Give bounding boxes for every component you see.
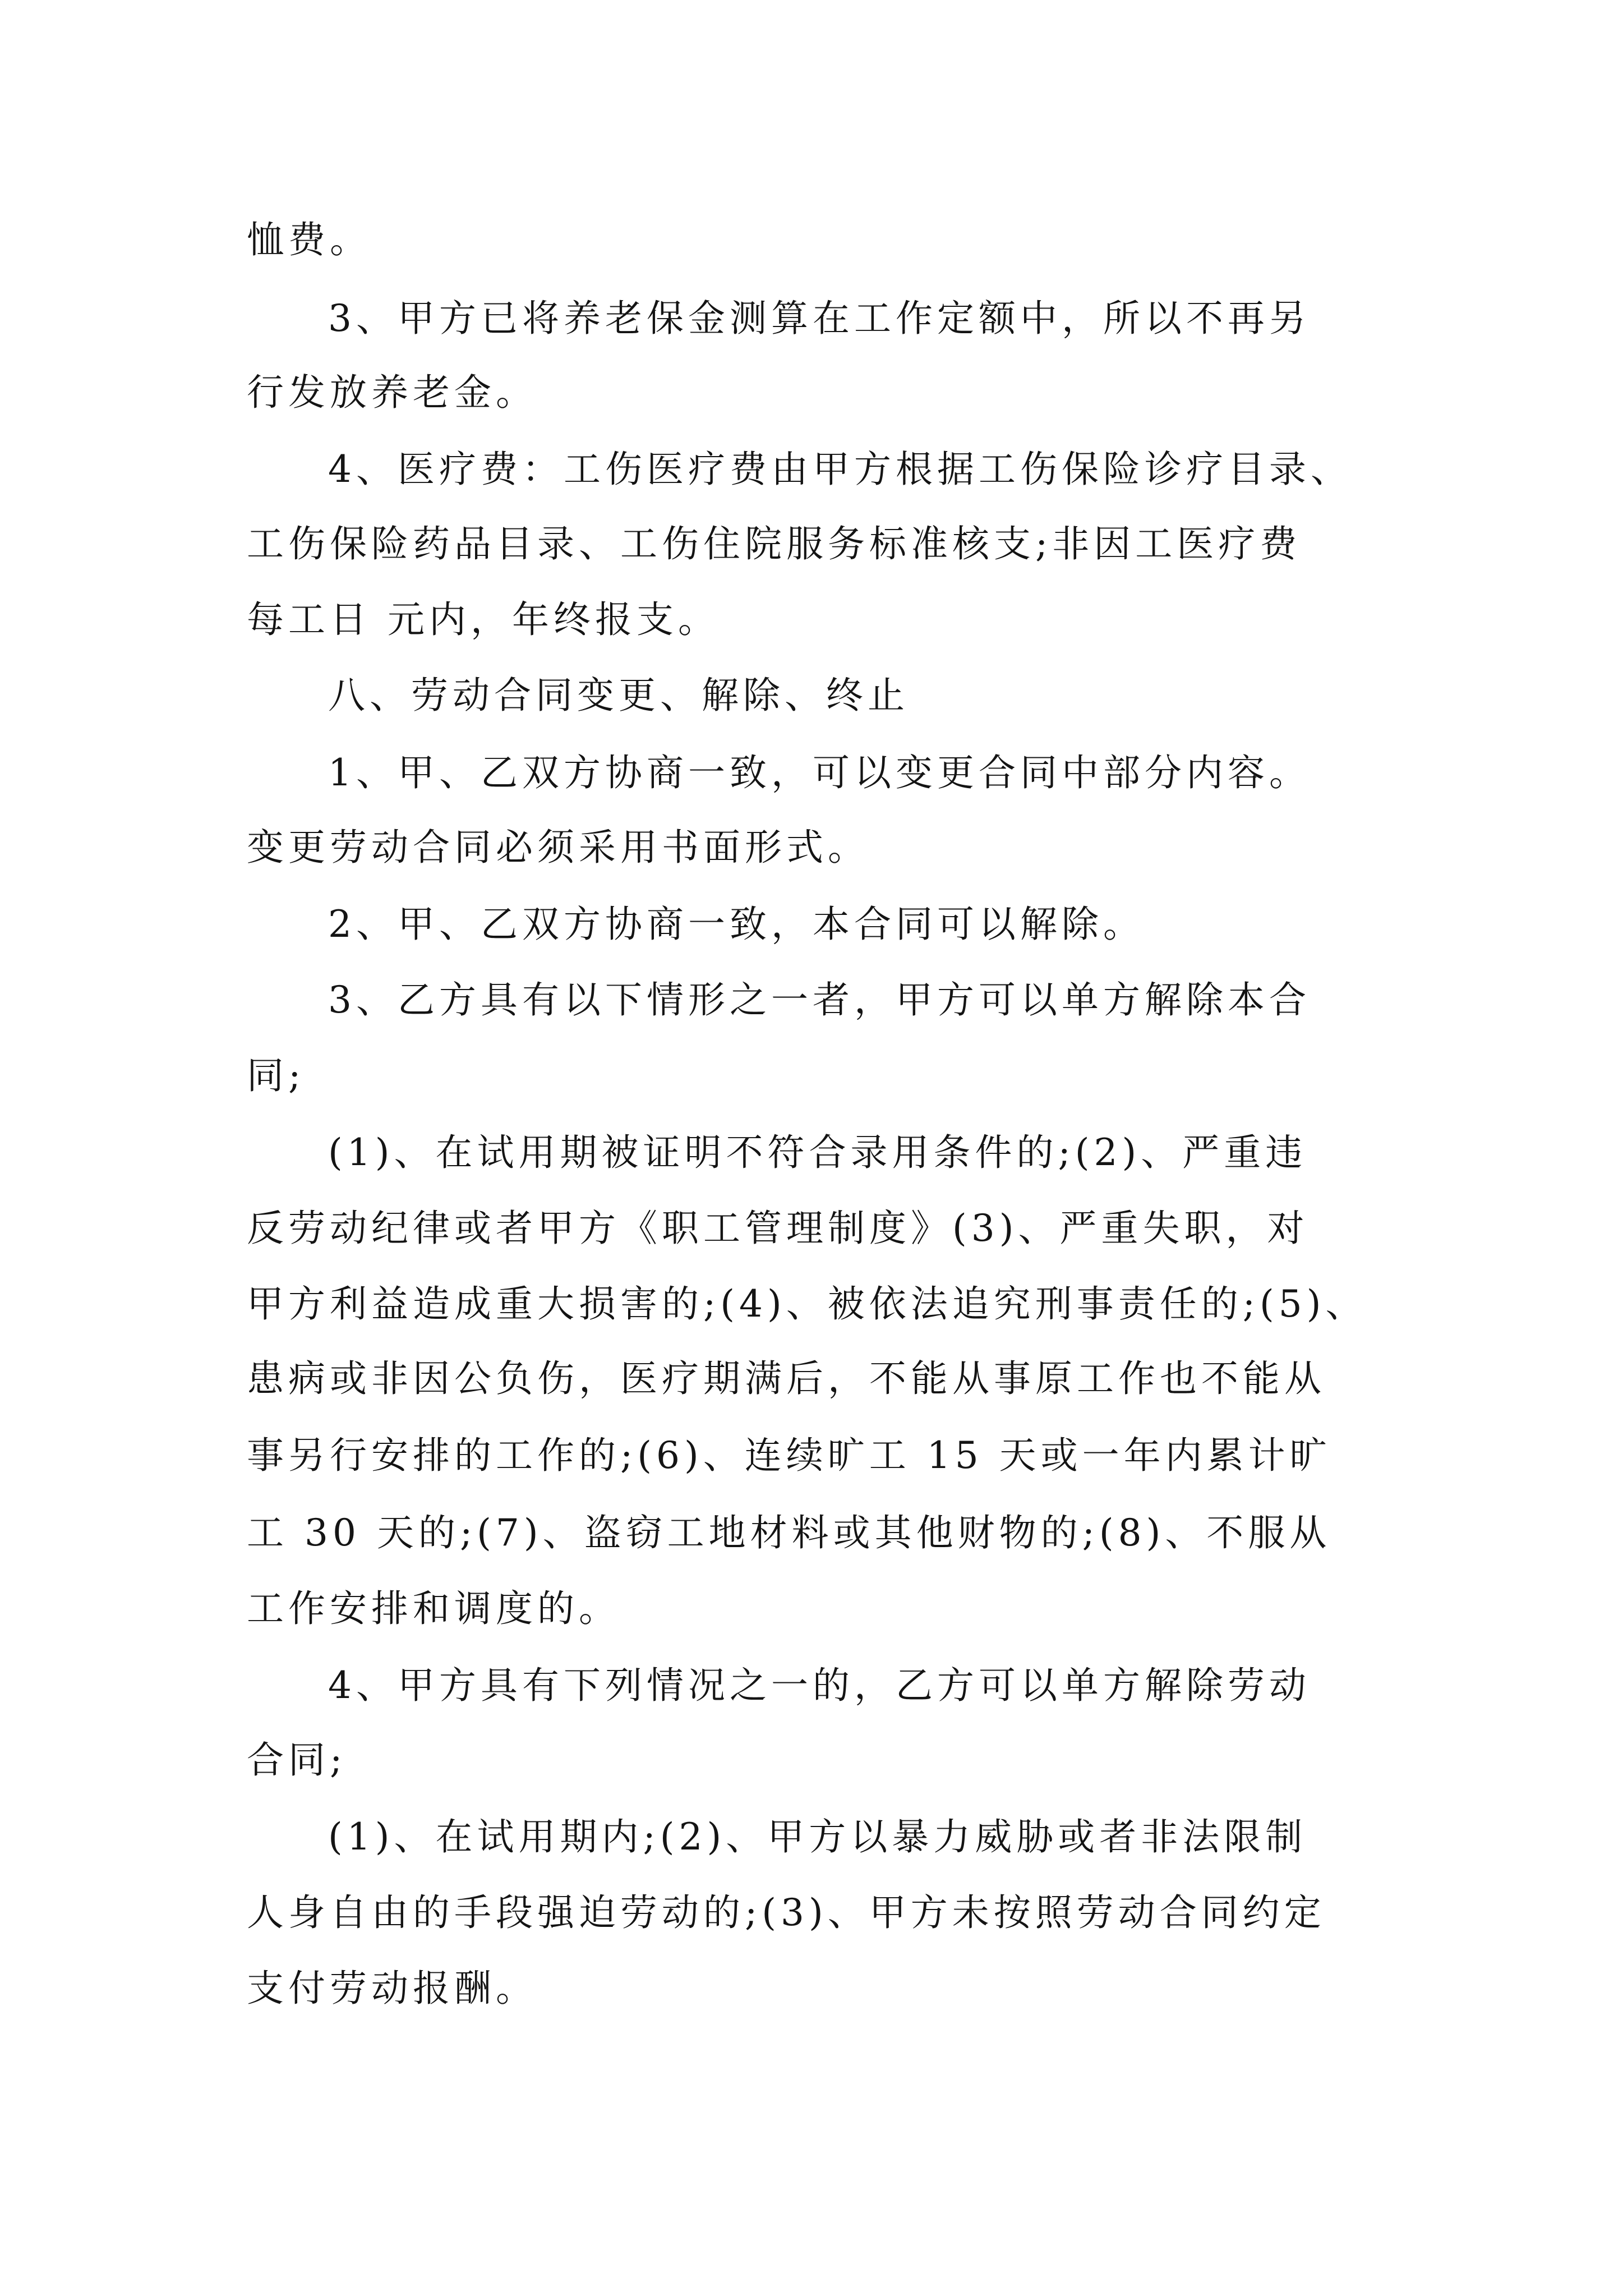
text-line: 变更劳动合同必须采用书面形式。 bbox=[247, 826, 869, 869]
text-line: 支付劳动报酬。 bbox=[247, 1967, 537, 2010]
text-line: 1、甲、乙双方协商一致，可以变更合同中部分内容。 bbox=[328, 751, 1311, 794]
text-line: 3、甲方已将养老保金测算在工作定额中，所以不再另 bbox=[328, 297, 1311, 340]
text-line: 2、甲、乙双方协商一致，本合同可以解除。 bbox=[328, 903, 1145, 946]
text-line: (1)、在试用期被证明不符合录用条件的;(2)、严重违 bbox=[328, 1131, 1307, 1174]
text-line: 人身自由的手段强迫劳动的;(3)、甲方未按照劳动合同约定 bbox=[247, 1891, 1326, 1934]
section-heading: 八、劳动合同变更、解除、终止 bbox=[328, 674, 909, 717]
text-line: 恤费。 bbox=[247, 218, 371, 261]
text-line: 4、医疗费：工伤医疗费由甲方根据工伤保险诊疗目录、 bbox=[328, 448, 1352, 491]
text-line: 工作安排和调度的。 bbox=[247, 1587, 620, 1630]
text-line: 同; bbox=[247, 1054, 306, 1097]
text-line: 4、甲方具有下列情况之一的，乙方可以单方解除劳动 bbox=[328, 1664, 1311, 1707]
text-line: 患病或非因公负伤，医疗期满后，不能从事原工作也不能从 bbox=[247, 1357, 1326, 1400]
text-line: 每工日 元内，年终报支。 bbox=[247, 598, 720, 641]
text-line: (1)、在试用期内;(2)、甲方以暴力威胁或者非法限制 bbox=[328, 1815, 1307, 1858]
text-line: 工 30 天的;(7)、盗窃工地材料或其他财物的;(8)、不服从 bbox=[247, 1511, 1331, 1554]
text-line: 反劳动纪律或者甲方《职工管理制度》(3)、严重失职，对 bbox=[247, 1207, 1309, 1250]
text-line: 合同; bbox=[247, 1738, 347, 1782]
text-line: 3、乙方具有以下情形之一者，甲方可以单方解除本合 bbox=[328, 978, 1311, 1022]
text-line: 行发放养老金。 bbox=[247, 371, 537, 414]
text-line: 甲方利益造成重大损害的;(4)、被依法追究刑事责任的;(5)、 bbox=[247, 1282, 1367, 1326]
text-line: 事另行安排的工作的;(6)、连续旷工 15 天或一年内累计旷 bbox=[247, 1434, 1331, 1477]
text-line: 工伤保险药品目录、工伤住院服务标准核支;非因工医疗费 bbox=[247, 522, 1302, 565]
